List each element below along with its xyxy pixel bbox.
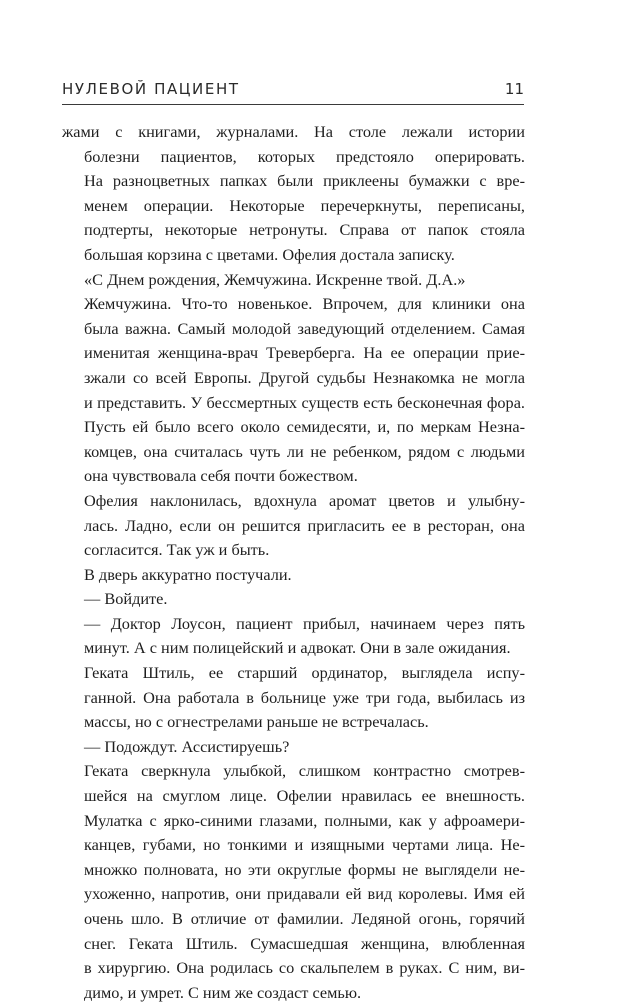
text-line: очень шло. В отличие от фамилии. Ледяной огонь, горячий bbox=[84, 909, 525, 928]
page-number: 11 bbox=[504, 80, 524, 98]
text-line: комцев, она считалась чуть ли не ребенком, рядом с людьми bbox=[84, 441, 525, 461]
paragraph bbox=[62, 268, 525, 293]
running-title: НУЛЕВОЙ ПАЦИЕНТ bbox=[62, 80, 240, 98]
text-line: именитая женщина-врач Треверберга. На ее операции прие- bbox=[84, 343, 525, 363]
text-line: болезни пациентов, которых предстояло оперировать. bbox=[84, 146, 525, 166]
text-line: она чувствовала себя почти божеством. bbox=[84, 466, 358, 486]
text-line: димо, и умрет. С ним же создаст семью. bbox=[84, 982, 362, 1002]
paragraph bbox=[62, 587, 525, 612]
text-line: массы, но с огнестрелами раньше не встречалась. bbox=[84, 712, 429, 732]
text-line: Жемчужина. Что-то новенькое. Впрочем, для клиники она bbox=[84, 294, 525, 314]
text-line: множко полновата, но эти округлые формы не выглядели не- bbox=[84, 859, 525, 879]
text-line: большая корзина с цветами. Офелия достала записку. bbox=[84, 244, 455, 264]
text-line: — Подождут. Ассистируешь? bbox=[84, 736, 290, 756]
text-line: На разноцветных папках были приклеены бумажки с вре- bbox=[84, 171, 525, 191]
paragraph bbox=[62, 120, 525, 268]
text-line: снег. Геката Штиль. Сумасшедшая женщина, влюбленная bbox=[84, 933, 525, 953]
text-line: «С Днем рождения, Жемчужина. Искренне твой. Д.А.» bbox=[84, 269, 466, 289]
text-line: шейся на смуглом лице. Офелии нравилась ее внешность. bbox=[84, 786, 525, 806]
paragraph bbox=[62, 612, 525, 661]
text-line: лась. Ладно, если он решится пригласить ее в ресторан, она bbox=[84, 515, 525, 535]
text-line: менем операции. Некоторые перечеркнуты, переписаны, bbox=[84, 195, 525, 215]
paragraph bbox=[62, 292, 525, 489]
text-line: подтерты, некоторые нетронуты. Справа от папок стояла bbox=[84, 220, 525, 240]
text-line: — Доктор Лоусон, пациент прибыл, начинаем через пять bbox=[84, 613, 525, 633]
text-line: ганной. Она работала в больнице уже три года, выбилась из bbox=[84, 687, 525, 707]
text-line: минут. А с ним полицейский и адвокат. Они в зале ожидания. bbox=[84, 638, 511, 658]
text-line: ухоженно, напротив, они придавали ей вид королевы. Имя ей bbox=[84, 884, 525, 904]
paragraph bbox=[62, 735, 525, 760]
text-line: согласится. Так уж и быть. bbox=[84, 540, 270, 560]
paragraph bbox=[62, 489, 525, 563]
text-line: Пусть ей было всего около семидесяти, и, по меркам Незна- bbox=[84, 417, 525, 437]
paragraph bbox=[62, 563, 525, 588]
paragraph bbox=[62, 661, 525, 735]
text-line: канцев, губами, но тонкими и изящными чертами лица. Не- bbox=[84, 835, 525, 855]
text-line: в хирургию. Она родилась со скальпелем в руках. С ним, ви- bbox=[84, 958, 525, 978]
body-text bbox=[62, 120, 525, 1005]
text-line: Мулатка с ярко-синими глазами, полными, как у афроамери- bbox=[84, 810, 525, 830]
text-line: Офелия наклонилась, вдохнула аромат цветов и улыбну- bbox=[84, 490, 525, 510]
text-line: жами с книгами, журналами. На столе лежали истории bbox=[62, 122, 525, 141]
text-line: Геката Штиль, ее старший ординатор, выглядела испу- bbox=[84, 663, 525, 683]
text-line: В дверь аккуратно постучали. bbox=[84, 564, 292, 584]
text-line: и представить. У бессмертных существ есть бесконечная фора. bbox=[84, 392, 525, 412]
text-line: — Войдите. bbox=[84, 589, 168, 609]
header-divider bbox=[62, 104, 524, 105]
text-line: Геката сверкнула улыбкой, слишком контрастно смотрев- bbox=[84, 761, 525, 781]
paragraph bbox=[62, 759, 525, 1005]
text-line: была важна. Самый молодой заведующий отделением. Самая bbox=[84, 318, 525, 338]
text-line: зжали со всей Европы. Другой судьбы Незнакомка не могла bbox=[84, 367, 525, 387]
